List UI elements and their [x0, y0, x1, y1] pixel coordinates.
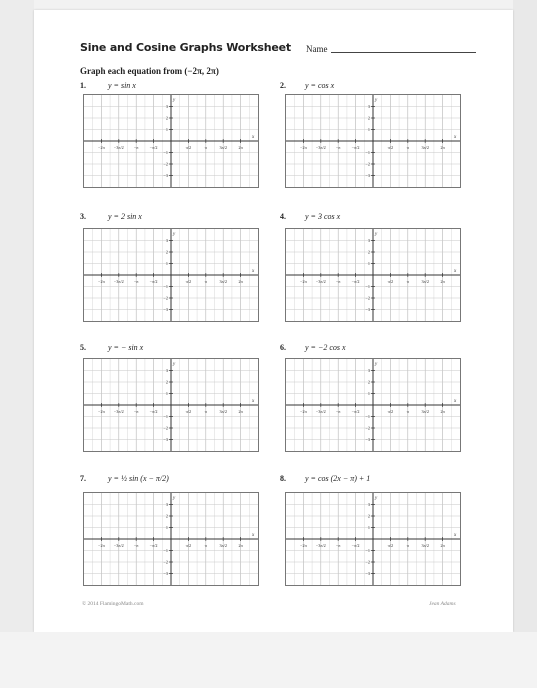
y-tick-label: 2 — [165, 249, 168, 255]
x-tick-label: −3π/2 — [113, 543, 124, 548]
y-tick-label: −3 — [163, 307, 168, 313]
x-tick-label: 2π — [440, 409, 445, 414]
name-label: Name — [306, 44, 328, 54]
problem-number-2: 2. — [280, 81, 286, 90]
copyright-footer: © 2014 FlamingoMath.com — [82, 601, 144, 607]
y-tick-label: −2 — [365, 425, 370, 431]
x-tick-label: π/2 — [185, 543, 192, 548]
coordinate-grid-5 — [84, 359, 258, 451]
x-tick-label: −π/2 — [149, 145, 158, 150]
x-tick-label: −3π/2 — [315, 543, 326, 548]
y-tick-label: 1 — [367, 391, 370, 397]
x-tick-label: π — [204, 409, 207, 414]
y-tick-label: −3 — [163, 437, 168, 443]
y-tick-label: −1 — [163, 414, 168, 420]
y-tick-label: 3 — [165, 104, 168, 110]
y-tick-label: −3 — [163, 571, 168, 577]
problem-number-7: 7. — [80, 474, 86, 483]
x-tick-label: π — [204, 279, 207, 284]
coordinate-grid-8 — [286, 493, 460, 585]
x-tick-label: −2π — [98, 543, 105, 548]
graph-8 — [285, 492, 461, 586]
y-tick-label: −2 — [365, 295, 370, 301]
x-tick-label: 3π/2 — [421, 279, 429, 284]
y-tick-label: −1 — [365, 414, 370, 420]
y-tick-label: −2 — [163, 559, 168, 565]
x-tick-label: −π — [133, 145, 139, 150]
y-tick-label: 3 — [367, 238, 370, 244]
problem-number-8: 8. — [280, 474, 286, 483]
y-tick-label: −2 — [163, 425, 168, 431]
x-tick-label: 2π — [440, 145, 445, 150]
x-axis-label: x — [252, 399, 255, 404]
graph-3 — [83, 228, 259, 322]
y-tick-label: 1 — [367, 127, 370, 133]
author-footer: Jean Adams — [429, 601, 456, 607]
y-tick-label: 1 — [367, 525, 370, 531]
y-tick-label: −1 — [365, 284, 370, 290]
graph-6 — [285, 358, 461, 452]
x-tick-label: π — [204, 543, 207, 548]
y-tick-label: 3 — [165, 238, 168, 244]
y-tick-label: 2 — [367, 513, 370, 519]
x-tick-label: −π/2 — [351, 279, 360, 284]
x-tick-label: −π — [133, 409, 139, 414]
y-tick-label: −3 — [163, 173, 168, 179]
x-axis-label: x — [454, 399, 457, 404]
problem-number-6: 6. — [280, 343, 286, 352]
x-tick-label: −π/2 — [149, 409, 158, 414]
x-tick-label: −3π/2 — [113, 409, 124, 414]
x-tick-label: 3π/2 — [421, 145, 429, 150]
x-tick-label: 3π/2 — [219, 279, 227, 284]
y-tick-label: 3 — [367, 502, 370, 508]
problem-equation-2: y = cos x — [305, 81, 335, 90]
y-tick-label: 1 — [165, 391, 168, 397]
x-tick-label: π — [406, 145, 409, 150]
coordinate-grid-6 — [286, 359, 460, 451]
y-axis-label: y — [375, 232, 378, 237]
coordinate-grid-7 — [84, 493, 258, 585]
problem-equation-1: y = sin x — [108, 81, 136, 90]
y-tick-label: −1 — [163, 548, 168, 554]
x-axis-label: x — [252, 269, 255, 274]
x-tick-label: 2π — [440, 543, 445, 548]
x-tick-label: −π — [335, 543, 341, 548]
x-tick-label: −3π/2 — [315, 145, 326, 150]
y-tick-label: 1 — [367, 261, 370, 267]
left-margin — [0, 0, 34, 632]
x-tick-label: −2π — [98, 279, 105, 284]
graph-5 — [83, 358, 259, 452]
right-margin — [513, 0, 537, 632]
background-bottom — [0, 632, 537, 688]
x-tick-label: −π/2 — [351, 543, 360, 548]
x-tick-label: 2π — [440, 279, 445, 284]
x-tick-label: −π — [133, 279, 139, 284]
problem-equation-5: y = − sin x — [108, 343, 144, 352]
x-tick-label: −2π — [98, 409, 105, 414]
y-tick-label: −2 — [365, 559, 370, 565]
x-tick-label: −π/2 — [149, 543, 158, 548]
graph-4 — [285, 228, 461, 322]
y-axis-label: y — [173, 232, 176, 237]
x-tick-label: π — [204, 145, 207, 150]
x-tick-label: π/2 — [185, 145, 192, 150]
x-tick-label: 2π — [238, 279, 243, 284]
x-tick-label: −2π — [300, 543, 307, 548]
y-axis-label: y — [375, 496, 378, 501]
x-tick-label: π — [406, 543, 409, 548]
x-tick-label: −π — [335, 409, 341, 414]
y-tick-label: 2 — [367, 379, 370, 385]
y-tick-label: −1 — [365, 150, 370, 156]
x-tick-label: π/2 — [387, 145, 394, 150]
y-tick-label: 1 — [165, 261, 168, 267]
y-axis-label: y — [173, 362, 176, 367]
y-axis-label: y — [375, 98, 378, 103]
y-tick-label: −3 — [365, 173, 370, 179]
problem-number-3: 3. — [80, 212, 86, 221]
y-tick-label: −3 — [365, 571, 370, 577]
x-tick-label: 2π — [238, 543, 243, 548]
x-tick-label: −π — [133, 543, 139, 548]
x-tick-label: 3π/2 — [421, 409, 429, 414]
x-tick-label: −2π — [300, 409, 307, 414]
x-tick-label: −3π/2 — [113, 279, 124, 284]
y-tick-label: −1 — [163, 284, 168, 290]
y-tick-label: −3 — [365, 307, 370, 313]
y-axis-label: y — [375, 362, 378, 367]
worksheet-title: Sine and Cosine Graphs Worksheet — [80, 41, 291, 54]
y-tick-label: −1 — [163, 150, 168, 156]
x-tick-label: π/2 — [185, 279, 192, 284]
x-tick-label: −3π/2 — [315, 279, 326, 284]
problem-equation-6: y = −2 cos x — [305, 343, 346, 352]
x-tick-label: −2π — [98, 145, 105, 150]
x-tick-label: 3π/2 — [219, 409, 227, 414]
problem-number-1: 1. — [80, 81, 86, 90]
x-axis-label: x — [252, 135, 255, 140]
y-tick-label: 2 — [367, 115, 370, 121]
y-tick-label: 3 — [165, 368, 168, 374]
problem-equation-3: y = 2 sin x — [108, 212, 142, 221]
x-tick-label: 3π/2 — [421, 543, 429, 548]
x-tick-label: 3π/2 — [219, 543, 227, 548]
x-tick-label: −2π — [300, 279, 307, 284]
x-axis-label: x — [454, 533, 457, 538]
coordinate-grid-3 — [84, 229, 258, 321]
y-tick-label: 1 — [165, 525, 168, 531]
y-axis-label: y — [173, 98, 176, 103]
y-tick-label: 2 — [165, 379, 168, 385]
graph-7 — [83, 492, 259, 586]
y-tick-label: 1 — [165, 127, 168, 133]
x-tick-label: 2π — [238, 409, 243, 414]
y-tick-label: −3 — [365, 437, 370, 443]
x-tick-label: −π/2 — [351, 145, 360, 150]
x-tick-label: −3π/2 — [315, 409, 326, 414]
y-tick-label: −2 — [163, 295, 168, 301]
problem-number-5: 5. — [80, 343, 86, 352]
x-tick-label: −2π — [300, 145, 307, 150]
y-tick-label: 2 — [165, 115, 168, 121]
y-tick-label: 2 — [367, 249, 370, 255]
coordinate-grid-2 — [286, 95, 460, 187]
name-line — [331, 52, 476, 53]
x-tick-label: −3π/2 — [113, 145, 124, 150]
x-tick-label: π/2 — [387, 279, 394, 284]
problem-number-4: 4. — [280, 212, 286, 221]
worksheet-page — [34, 10, 513, 632]
instruction: Graph each equation from (−2π, 2π) — [80, 66, 219, 76]
problem-equation-7: y = ½ sin (x − π/2) — [108, 474, 169, 483]
x-axis-label: x — [252, 533, 255, 538]
x-tick-label: 2π — [238, 145, 243, 150]
y-tick-label: −2 — [163, 161, 168, 167]
y-tick-label: −2 — [365, 161, 370, 167]
x-tick-label: 3π/2 — [219, 145, 227, 150]
graph-1 — [83, 94, 259, 188]
x-tick-label: −π/2 — [351, 409, 360, 414]
x-tick-label: π/2 — [387, 543, 394, 548]
x-axis-label: x — [454, 135, 457, 140]
x-tick-label: −π — [335, 279, 341, 284]
x-tick-label: π/2 — [387, 409, 394, 414]
y-tick-label: −1 — [365, 548, 370, 554]
x-axis-label: x — [454, 269, 457, 274]
graph-2 — [285, 94, 461, 188]
y-tick-label: 3 — [367, 104, 370, 110]
coordinate-grid-1 — [84, 95, 258, 187]
y-tick-label: 3 — [367, 368, 370, 374]
problem-equation-8: y = cos (2x − π) + 1 — [305, 474, 371, 483]
x-tick-label: π — [406, 409, 409, 414]
x-tick-label: −π — [335, 145, 341, 150]
y-tick-label: 3 — [165, 502, 168, 508]
coordinate-grid-4 — [286, 229, 460, 321]
x-tick-label: π — [406, 279, 409, 284]
y-axis-label: y — [173, 496, 176, 501]
x-tick-label: −π/2 — [149, 279, 158, 284]
problem-equation-4: y = 3 cos x — [305, 212, 341, 221]
y-tick-label: 2 — [165, 513, 168, 519]
x-tick-label: π/2 — [185, 409, 192, 414]
